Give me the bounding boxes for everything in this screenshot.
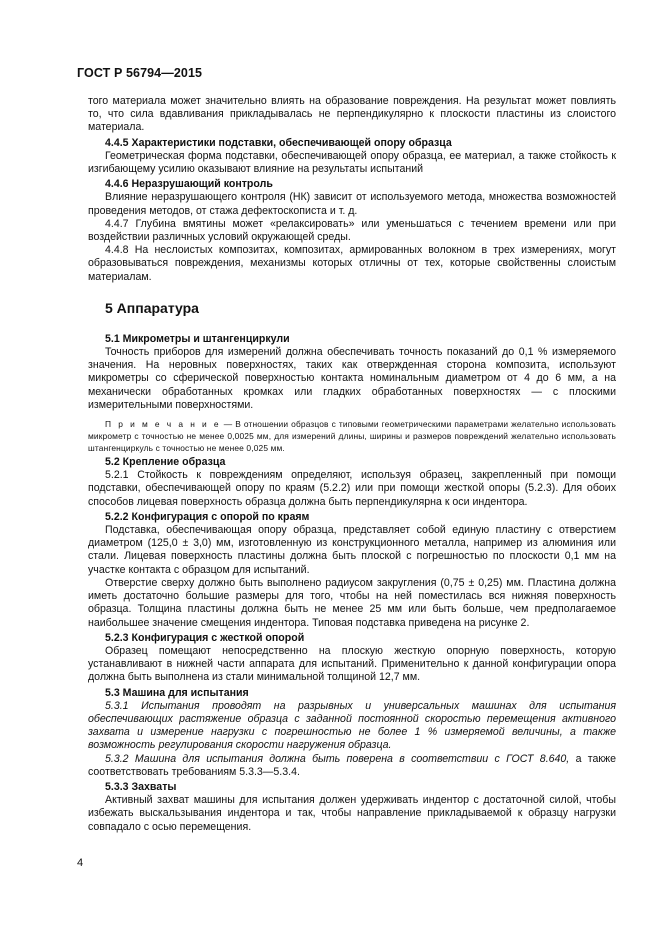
paragraph: Влияние неразрушающего контроля (НК) зависит от используемого метода, множества возможностей проведения методов, от стажа дефектоскописта и т. д. [88,191,616,217]
paragraph: Отверстие сверху должно быть выполнено радиусом закругления (0,75 ± 0,25) мм. Пластина должна иметь достаточно большие размеры для того, чтобы на ней поместилась вся нижняя поверхность образца. Толщина пластины должна быть не менее 25 мм или быть больше, чем предполагаемое наибольшее значение смещения индентора. Типовая подставка приведена на рисунке 2. [88,576,616,629]
note-label: П р и м е ч а н и е [105,419,221,430]
paragraph: Активный захват машины для испытания должен удерживать индентор с достаточной силой, чтобы избежать выскальзывания индентора и так, чтобы направление прикладываемой к образцу нагрузки совпадало с осью перемещения. [88,794,616,833]
section-heading-4-4-6: 4.4.6 Неразрушающий контроль [105,178,273,191]
chapter-heading-5: 5 Аппаратура [105,299,199,316]
paragraph: Геометрическая форма подставки, обеспечивающей опору образца, ее материал, а также стойкость к изгибающему усилию оказывают влияние на результаты испытаний [88,149,616,176]
paragraph: 4.4.8 На неслоистых композитах, композитах, армированных волокном в трех измерениях, могут образовываться повреждения, механизмы которых отличны от тех, которые свойственны слоистым материалам. [88,244,616,283]
paragraph: Образец помещают непосредственно на плоскую жесткую опорную поверхность, которую устанавливают в нижней части аппарата для испытаний. Применительно к данной конфигурации опора должна быть выполнена из стали минимальной толщиной 12,7 мм. [88,644,616,684]
paragraph: того материала может значительно влиять на образование повреждения. На результат может повлиять то, что сила вдавливания прикладывалась не перпендикулярно к плоскости пластины из слоистого материала. [88,95,616,134]
paragraph: 4.4.7 Глубина вмятины может «релаксировать» или уменьшаться с течением времени или при воздействии различных условий окружающей среды. [88,217,616,244]
section-heading-5-2: 5.2 Крепление образца [105,456,226,469]
section-heading-5-3: 5.3 Машина для испытания [105,686,249,699]
section-heading-4-4-5: 4.4.5 Характеристики подставки, обеспечивающей опору образца [105,136,452,149]
paragraph: 5.2.1 Стойкость к повреждениям определяют, используя образец, закрепленный при помощи подставки, обеспечивающей опору по краям (5.2.2) или при помощи жесткой опоры (5.2.3). Для обоих способов лицевая поверхность образца должна быть перпендикулярна к оси индентора. [88,469,616,508]
note-text: — В отношении образцов с типовыми геометрическими параметрами желательно использовать микрометр с точностью не менее 0,0025 мм, для измерений длины, ширины и размеров повреждений желательно использовать штангенциркуль с точностью не менее 0,025 мм. [88,419,616,454]
paragraph-italic: 5.3.1 Испытания проводят на разрывных и универсальных машинах для испытания обеспечивающих растяжение образца с заданной постоянной скоростью перемещения активного захвата и измерение нагрузки с погрешностью не более 1 % измеряемой величины, а также возможность регулирования скорости нагружения образца. [88,699,616,752]
document-body [88,95,616,834]
paragraph [88,753,616,779]
document-header: ГОСТ Р 56794—2015 [77,66,203,80]
section-heading-5-3-3: 5.3.3 Захваты [105,780,177,793]
section-heading-5-1: 5.1 Микрометры и штангенциркули [105,332,290,345]
paragraph-italic-part: 5.3.2 Машина для испытания должна быть поверена в соответствии с ГОСТ 8.640, [105,752,570,765]
paragraph-regular-part: а также соответствовать требованиям 5.3.3—5.3.4. [88,752,616,778]
section-heading-5-2-2: 5.2.2 Конфигурация с опорой по краям [105,510,310,523]
page-number: 4 [77,857,84,869]
note [88,418,616,454]
section-heading-5-2-3: 5.2.3 Конфигурация с жесткой опорой [105,631,305,644]
paragraph: Подставка, обеспечивающая опору образца, представляет собой единую пластину с отверстием диаметром (125,0 ± 3,0) мм, изготовленную из конструкционного металла, например из алюминия или стали. Лицевая поверхность пластины должна быть плоской с погрешностью по плоскости 0,1 мм на участке контакта с образцом для испытаний. [88,524,616,576]
paragraph: Точность приборов для измерений должна обеспечивать точность показаний до 0,1 % измеряемого значения. На неровных поверхностях, таких как отвержденная сторона композита, используют микрометры со сферической поверхностью контакта номинальным диаметром от 4 до 6 мм, а на механически обработанных кромках или гладких обработанных поверхностях — с плоскими измерительными поверхностями. [88,346,616,411]
